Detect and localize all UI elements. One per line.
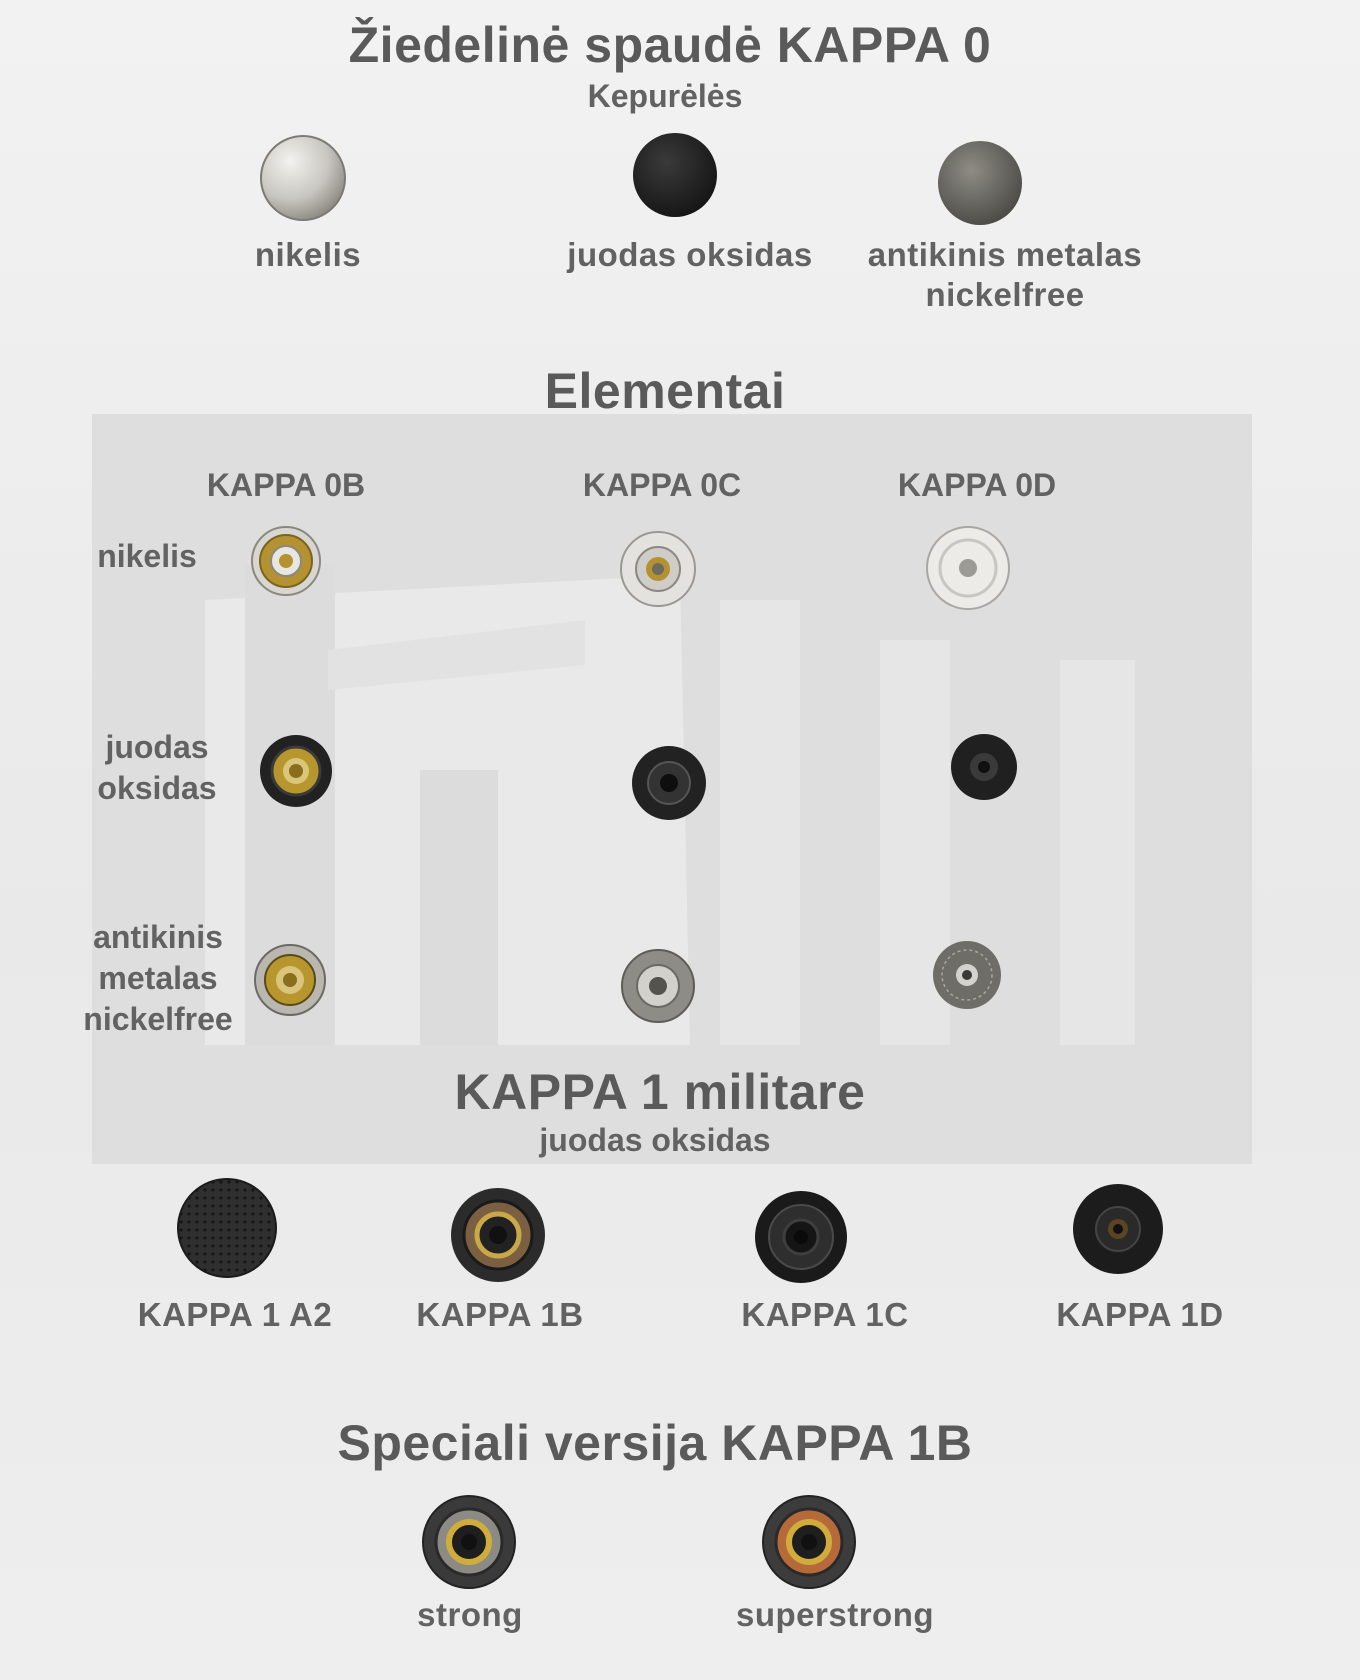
- section-title-kappa0: Žiedelinė spaudė KAPPA 0: [348, 17, 992, 73]
- row-label-antique: [68, 917, 248, 1040]
- row-label-antique-line1: antikinis: [93, 919, 223, 955]
- element-0b-antique-image: [253, 943, 329, 1019]
- cap-antique-image: [937, 140, 1027, 230]
- row-label-black-line1: juodas: [105, 729, 209, 765]
- column-header-0b: KAPPA 0B: [206, 467, 366, 503]
- kappa-1b-strong-image: [422, 1495, 520, 1593]
- kappa-1c-label: KAPPA 1C: [741, 1296, 909, 1333]
- section-title-kappa1: KAPPA 1 militare: [454, 1064, 866, 1120]
- superstrong-label: superstrong: [735, 1596, 935, 1633]
- kappa-1b-image: [450, 1187, 550, 1287]
- element-0d-nickel-image: [925, 525, 1013, 613]
- element-0c-antique-image: [620, 948, 698, 1026]
- kappa-1d-label: KAPPA 1D: [1056, 1296, 1224, 1333]
- cap-black-image: [632, 132, 722, 222]
- section-subtitle-black-oxide: juodas oksidas: [539, 1122, 771, 1158]
- strong-label: strong: [417, 1596, 523, 1633]
- row-label-antique-line3: nickelfree: [83, 1001, 233, 1037]
- section-subtitle-caps: Kepurėlės: [587, 78, 743, 114]
- element-0b-nickel-image: [250, 525, 324, 599]
- kappa-1c-image: [754, 1190, 852, 1288]
- cap-label-nickel: nikelis: [254, 236, 362, 273]
- row-label-black: [72, 727, 242, 809]
- kappa-1b-label: KAPPA 1B: [416, 1296, 584, 1333]
- cap-label-black: juodas oksidas: [567, 236, 813, 273]
- cap-label-antique-line1: antikinis metalas: [867, 236, 1143, 273]
- element-0d-black-image: [950, 733, 1020, 803]
- cap-nickel-image: [260, 135, 350, 225]
- cap-label-antique-line2: nickelfree: [925, 276, 1085, 313]
- kappa-1d-image: [1072, 1183, 1168, 1279]
- row-label-nickel: [72, 536, 222, 577]
- element-0b-black-image: [258, 733, 336, 811]
- kappa-1b-superstrong-image: [762, 1495, 860, 1593]
- section-title-elementai: Elementai: [544, 363, 786, 419]
- kappa-1a2-label: KAPPA 1 A2: [137, 1296, 333, 1333]
- section-title-special: Speciali versija KAPPA 1B: [337, 1415, 973, 1471]
- element-0c-black-image: [630, 744, 710, 824]
- element-0c-nickel-image: [619, 530, 699, 610]
- row-label-nickel-line1: nikelis: [97, 538, 197, 574]
- element-0d-antique-image: [932, 940, 1004, 1012]
- row-label-antique-line2: metalas: [98, 960, 218, 996]
- row-label-black-line2: oksidas: [97, 770, 217, 806]
- kappa-1a2-image: [177, 1178, 281, 1282]
- column-header-0c: KAPPA 0C: [582, 467, 742, 503]
- column-header-0d: KAPPA 0D: [897, 467, 1057, 503]
